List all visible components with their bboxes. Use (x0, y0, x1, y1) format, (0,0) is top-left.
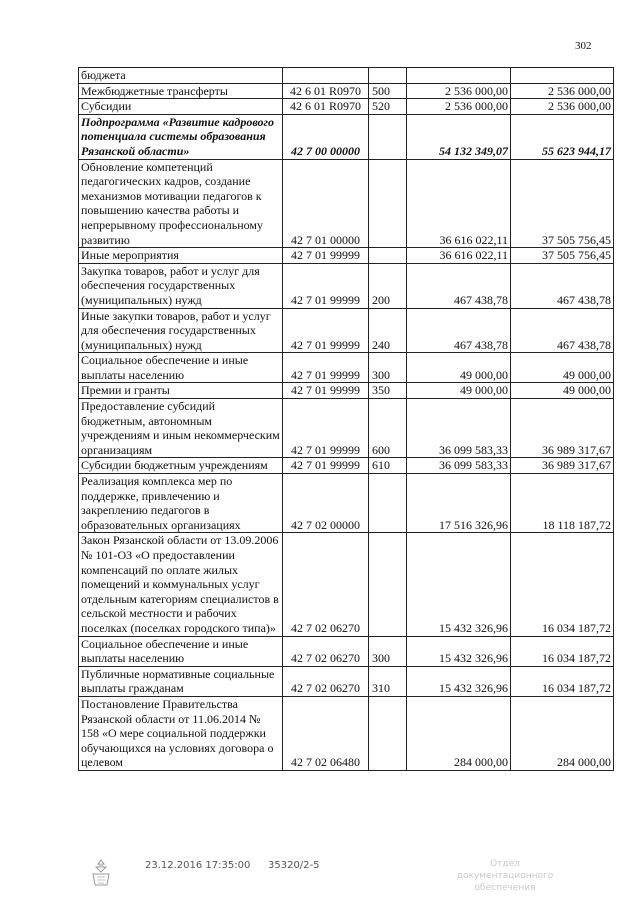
row-name-cell: Обновление компетенций педагогических кадров, создание механизмов мотивации педагогов к повышению качества работы и непрерывному профессиональному развитию (79, 159, 283, 248)
table-row (79, 308, 614, 353)
row-amount-2018-cell: 284 000,00 (511, 696, 614, 770)
row-expense-type-cell (369, 248, 407, 264)
row-amount-2017-cell: 49 000,00 (407, 353, 511, 383)
table-row (79, 248, 614, 264)
row-amount-2017-cell: 2 536 000,00 (407, 99, 511, 115)
row-name-cell: Предоставление субсидий бюджетным, автономным учреждениям и иным некоммерческим организациям (79, 399, 283, 458)
row-expense-type-cell (369, 114, 407, 159)
row-name-cell: Субсидии бюджетным учреждениям (79, 458, 283, 474)
row-amount-2018-cell: 18 118 187,72 (511, 474, 614, 533)
row-amount-2018-cell: 16 034 187,72 (511, 636, 614, 666)
page-number: 302 (575, 40, 592, 52)
table-row (79, 636, 614, 666)
row-expense-type-cell (369, 474, 407, 533)
row-code-cell: 42 7 01 99999 (283, 458, 369, 474)
row-amount-2017-cell: 54 132 349,07 (407, 114, 511, 159)
row-name-cell: Реализация комплекса мер по поддержке, привлечению и закреплению педагогов в образовательных организациях (79, 474, 283, 533)
row-amount-2017-cell: 15 432 326,96 (407, 636, 511, 666)
row-expense-type-cell: 520 (369, 99, 407, 115)
row-code-cell: 42 7 01 99999 (283, 263, 369, 308)
row-expense-type-cell (369, 68, 407, 84)
footer-date: 23.12.2016 17:35:00 (145, 860, 251, 871)
row-code-cell: 42 6 01 R0970 (283, 99, 369, 115)
table-row (79, 159, 614, 248)
row-name-cell: Межбюджетные трансферты (79, 83, 283, 99)
row-name-cell: Иные закупки товаров, работ и услуг для обеспечения государственных (муниципальных) нужд (79, 308, 283, 353)
table-row (79, 114, 614, 159)
row-amount-2017-cell: 36 616 022,11 (407, 159, 511, 248)
row-name-cell: Публичные нормативные социальные выплаты гражданам (79, 666, 283, 696)
table-row (79, 458, 614, 474)
table-row (79, 99, 614, 115)
row-amount-2017-cell: 467 438,78 (407, 263, 511, 308)
row-expense-type-cell: 500 (369, 83, 407, 99)
row-code-cell: 42 7 00 00000 (283, 114, 369, 159)
table-row (79, 383, 614, 399)
row-amount-2018-cell: 16 034 187,72 (511, 666, 614, 696)
row-name-cell: Социальное обеспечение и иные выплаты населению (79, 636, 283, 666)
row-amount-2018-cell: 49 000,00 (511, 383, 614, 399)
row-expense-type-cell: 240 (369, 308, 407, 353)
row-code-cell: 42 7 02 06270 (283, 533, 369, 636)
row-amount-2017-cell: 2 536 000,00 (407, 83, 511, 99)
row-expense-type-cell: 310 (369, 666, 407, 696)
row-expense-type-cell: 300 (369, 353, 407, 383)
table-row (79, 83, 614, 99)
row-code-cell: 42 7 01 99999 (283, 248, 369, 264)
row-amount-2017-cell: 36 616 022,11 (407, 248, 511, 264)
row-code-cell: 42 7 01 99999 (283, 399, 369, 458)
row-expense-type-cell: 610 (369, 458, 407, 474)
table-row (79, 353, 614, 383)
row-code-cell: 42 7 02 06270 (283, 666, 369, 696)
row-code-cell (283, 68, 369, 84)
footer-faded-stamp-text: Отдел документационного обеспечения (456, 859, 554, 893)
row-code-cell: 42 7 01 99999 (283, 353, 369, 383)
row-amount-2017-cell: 15 432 326,96 (407, 533, 511, 636)
row-name-cell: бюджета (79, 68, 283, 84)
row-expense-type-cell: 200 (369, 263, 407, 308)
row-code-cell: 42 7 02 06480 (283, 696, 369, 770)
footer-document-number: 35320/2-5 (268, 860, 320, 871)
row-name-cell: Постановление Правительства Рязанской области от 11.06.2014 № 158 «О мере социальной поддержки обучающихся на условиях договора о целевом (79, 696, 283, 770)
row-code-cell: 42 7 02 00000 (283, 474, 369, 533)
row-expense-type-cell: 600 (369, 399, 407, 458)
table-row (79, 474, 614, 533)
row-amount-2018-cell: 37 505 756,45 (511, 159, 614, 248)
row-code-cell: 42 7 01 00000 (283, 159, 369, 248)
row-amount-2017-cell: 467 438,78 (407, 308, 511, 353)
table-row (79, 68, 614, 84)
row-amount-2017-cell (407, 68, 511, 84)
row-name-cell: Субсидии (79, 99, 283, 115)
table-row (79, 533, 614, 636)
row-amount-2018-cell: 2 536 000,00 (511, 83, 614, 99)
row-amount-2018-cell: 467 438,78 (511, 308, 614, 353)
coat-of-arms-icon (88, 858, 114, 888)
row-amount-2017-cell: 36 099 583,33 (407, 399, 511, 458)
row-name-cell: Закупка товаров, работ и услуг для обеспечения государственных (муниципальных) нужд (79, 263, 283, 308)
row-expense-type-cell: 300 (369, 636, 407, 666)
row-expense-type-cell: 350 (369, 383, 407, 399)
row-expense-type-cell (369, 533, 407, 636)
row-amount-2018-cell (511, 68, 614, 84)
page-footer (0, 858, 640, 898)
row-amount-2018-cell: 16 034 187,72 (511, 533, 614, 636)
row-name-cell: Иные мероприятия (79, 248, 283, 264)
row-amount-2017-cell: 284 000,00 (407, 696, 511, 770)
table-row (79, 263, 614, 308)
row-code-cell: 42 6 01 R0970 (283, 83, 369, 99)
row-amount-2018-cell: 36 989 317,67 (511, 399, 614, 458)
row-amount-2017-cell: 15 432 326,96 (407, 666, 511, 696)
row-name-cell: Премии и гранты (79, 383, 283, 399)
row-code-cell: 42 7 01 99999 (283, 308, 369, 353)
row-name-cell: Подпрограмма «Развитие кадрового потенциала системы образования Рязанской области» (79, 114, 283, 159)
row-amount-2017-cell: 49 000,00 (407, 383, 511, 399)
row-expense-type-cell (369, 696, 407, 770)
row-amount-2018-cell: 36 989 317,67 (511, 458, 614, 474)
row-code-cell: 42 7 02 06270 (283, 636, 369, 666)
row-amount-2018-cell: 55 623 944,17 (511, 114, 614, 159)
table-row (79, 696, 614, 770)
row-code-cell: 42 7 01 99999 (283, 383, 369, 399)
row-amount-2018-cell: 467 438,78 (511, 263, 614, 308)
table-row (79, 399, 614, 458)
budget-table (78, 67, 614, 771)
row-amount-2017-cell: 17 516 326,96 (407, 474, 511, 533)
row-name-cell: Закон Рязанской области от 13.09.2006 № 101-ОЗ «О предоставлении компенсаций по оплате жилых помещений и коммунальных услуг отдельным категориям специалистов в сельской местности и рабочих поселках (поселках городского типа)» (79, 533, 283, 636)
table-row (79, 666, 614, 696)
row-amount-2018-cell: 2 536 000,00 (511, 99, 614, 115)
row-amount-2017-cell: 36 099 583,33 (407, 458, 511, 474)
row-name-cell: Социальное обеспечение и иные выплаты населению (79, 353, 283, 383)
row-amount-2018-cell: 37 505 756,45 (511, 248, 614, 264)
row-expense-type-cell (369, 159, 407, 248)
row-amount-2018-cell: 49 000,00 (511, 353, 614, 383)
